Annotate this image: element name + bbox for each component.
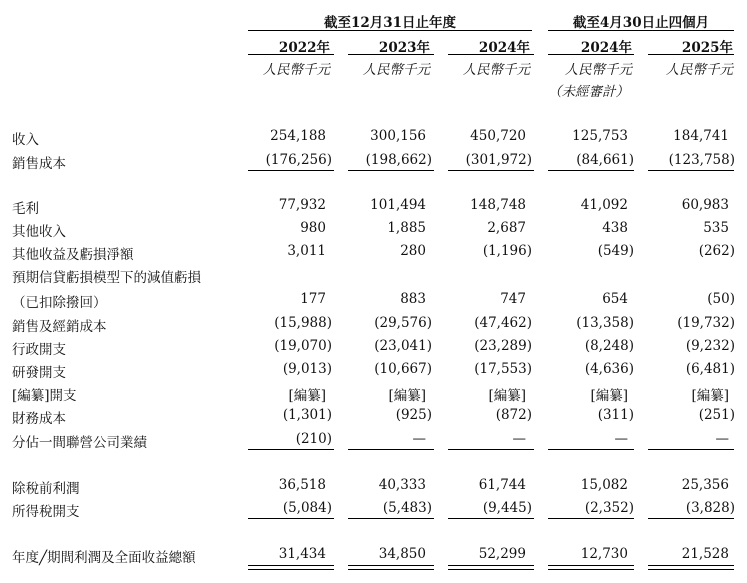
- row-value: 77,932: [278, 197, 326, 213]
- row-value: (50): [707, 291, 735, 307]
- row-value: 2,687: [487, 220, 526, 236]
- row-value: (3,828): [685, 500, 735, 516]
- unaudited-note: （未經審計）: [548, 84, 629, 100]
- row-value: [編纂]: [288, 388, 326, 404]
- subtotal-rule: [248, 449, 334, 450]
- header-group-year: 截至12月31日止年度: [323, 15, 457, 31]
- subtotal-rule: [248, 518, 334, 519]
- row-value: (13,358): [576, 315, 634, 331]
- row-value: [編纂]: [488, 388, 526, 404]
- row-value: 148,748: [470, 197, 526, 213]
- row-value: 980: [300, 220, 326, 236]
- total-double-rule: [448, 565, 534, 570]
- row-value: 101,494: [370, 197, 426, 213]
- column-year-rule: [448, 54, 534, 55]
- header-group-year-rule: [248, 30, 532, 31]
- row-value: 535: [703, 220, 729, 236]
- subtotal-rule: [348, 449, 434, 450]
- row-value: (9,445): [482, 500, 532, 516]
- row-value: 883: [400, 291, 426, 307]
- row-value: (301,972): [465, 152, 532, 168]
- row-value: 21,528: [681, 546, 729, 562]
- subtotal-rule: [548, 518, 634, 519]
- column-unit: 人民幣千元: [362, 62, 430, 78]
- row-value: —: [715, 431, 729, 447]
- subtotal-rule: [448, 518, 534, 519]
- row-value: 36,518: [278, 477, 326, 493]
- row-value: 52,299: [478, 546, 526, 562]
- subtotal-rule: [648, 449, 734, 450]
- total-double-rule: [548, 565, 634, 570]
- row-label: 除稅前利潤: [12, 481, 80, 497]
- row-label: 收入: [12, 132, 39, 148]
- row-label: 其他收益及虧損淨額: [12, 247, 134, 263]
- row-label: （已扣除撥回）: [12, 295, 107, 311]
- row-value: 280: [400, 243, 426, 259]
- subtotal-rule: [648, 518, 734, 519]
- row-value: (6,481): [685, 361, 735, 377]
- row-value: 184,741: [673, 128, 729, 144]
- subtotal-rule: [548, 449, 634, 450]
- row-label: 行政開支: [12, 342, 66, 358]
- row-value: (15,988): [274, 315, 332, 331]
- row-value: (549): [597, 243, 634, 259]
- row-value: 177: [300, 291, 326, 307]
- row-value: (9,013): [282, 361, 332, 377]
- subtotal-rule: [448, 170, 534, 171]
- row-value: (251): [698, 407, 735, 423]
- row-value: (925): [395, 407, 432, 423]
- row-value: —: [614, 431, 628, 447]
- row-value: (29,576): [374, 315, 432, 331]
- column-year-2: 2024年: [478, 40, 530, 56]
- row-label: 分佔一間聯營公司業績: [12, 435, 147, 451]
- row-value: 41,092: [580, 197, 628, 213]
- total-double-rule: [348, 565, 434, 570]
- column-unit: 人民幣千元: [564, 62, 632, 78]
- row-value: (311): [597, 407, 634, 423]
- row-value: 747: [500, 291, 526, 307]
- subtotal-rule: [348, 518, 434, 519]
- row-value: 12,730: [580, 546, 628, 562]
- row-label: 研發開支: [12, 365, 66, 381]
- row-value: 31,434: [278, 546, 326, 562]
- row-value: (23,041): [374, 338, 432, 354]
- row-value: (210): [295, 431, 332, 447]
- row-label: 毛利: [12, 201, 39, 217]
- row-value: (262): [698, 243, 735, 259]
- header-group-period-rule: [548, 30, 734, 31]
- row-value: 60,983: [681, 197, 729, 213]
- row-label: 所得稅開支: [12, 504, 80, 520]
- column-year-rule: [348, 54, 434, 55]
- column-year-3: 2024年: [580, 40, 632, 56]
- row-value: 34,850: [378, 546, 426, 562]
- row-value: (1,196): [482, 243, 532, 259]
- column-unit: 人民幣千元: [262, 62, 330, 78]
- total-double-rule: [248, 565, 334, 570]
- row-value: —: [512, 431, 526, 447]
- column-year-rule: [548, 54, 634, 55]
- row-value: (84,661): [576, 152, 634, 168]
- row-value: 15,082: [580, 477, 628, 493]
- column-unit: 人民幣千元: [665, 62, 733, 78]
- row-value: 300,156: [370, 128, 426, 144]
- row-value: —: [412, 431, 426, 447]
- row-value: (10,667): [374, 361, 432, 377]
- column-year-rule: [648, 54, 734, 55]
- row-value: (17,553): [474, 361, 532, 377]
- row-value: (198,662): [365, 152, 432, 168]
- row-value: 40,333: [378, 477, 426, 493]
- row-value: (1,301): [282, 407, 332, 423]
- row-label: 財務成本: [12, 411, 66, 427]
- subtotal-rule: [248, 170, 334, 171]
- row-value: 438: [602, 220, 628, 236]
- row-value: (8,248): [584, 338, 634, 354]
- row-value: (2,352): [584, 500, 634, 516]
- row-value: (23,289): [474, 338, 532, 354]
- row-label: 年度╱期間利潤及全面收益總額: [12, 550, 196, 566]
- row-value: 25,356: [681, 477, 729, 493]
- row-value: 654: [602, 291, 628, 307]
- row-value: [編纂]: [691, 388, 729, 404]
- row-label: [編纂]開支: [12, 388, 77, 404]
- row-label: 預期信貸虧損模型下的減值虧損: [12, 270, 201, 286]
- row-value: (123,758): [668, 152, 735, 168]
- row-value: (47,462): [474, 315, 532, 331]
- row-value: (5,483): [382, 500, 432, 516]
- row-value: (872): [495, 407, 532, 423]
- column-year-1: 2023年: [378, 40, 430, 56]
- row-value: (19,070): [274, 338, 332, 354]
- row-label: 其他收入: [12, 224, 66, 240]
- column-year-rule: [248, 54, 334, 55]
- header-group-period: 截至4月30日止四個月: [572, 15, 710, 31]
- row-value: 61,744: [478, 477, 526, 493]
- row-label: 銷售及經銷成本: [12, 319, 107, 335]
- row-value: (5,084): [282, 500, 332, 516]
- subtotal-rule: [348, 170, 434, 171]
- row-value: (4,636): [584, 361, 634, 377]
- subtotal-rule: [448, 449, 534, 450]
- row-value: [編纂]: [388, 388, 426, 404]
- total-double-rule: [648, 565, 734, 570]
- row-value: 254,188: [270, 128, 326, 144]
- row-label: 銷售成本: [12, 156, 66, 172]
- row-value: 3,011: [287, 243, 326, 259]
- row-value: (9,232): [685, 338, 735, 354]
- column-unit: 人民幣千元: [462, 62, 530, 78]
- column-year-0: 2022年: [278, 40, 330, 56]
- column-year-4: 2025年: [681, 40, 733, 56]
- row-value: 450,720: [470, 128, 526, 144]
- subtotal-rule: [548, 170, 634, 171]
- subtotal-rule: [648, 170, 734, 171]
- row-value: 125,753: [572, 128, 628, 144]
- row-value: 1,885: [387, 220, 426, 236]
- row-value: (19,732): [677, 315, 735, 331]
- row-value: [編纂]: [590, 388, 628, 404]
- row-value: (176,256): [265, 152, 332, 168]
